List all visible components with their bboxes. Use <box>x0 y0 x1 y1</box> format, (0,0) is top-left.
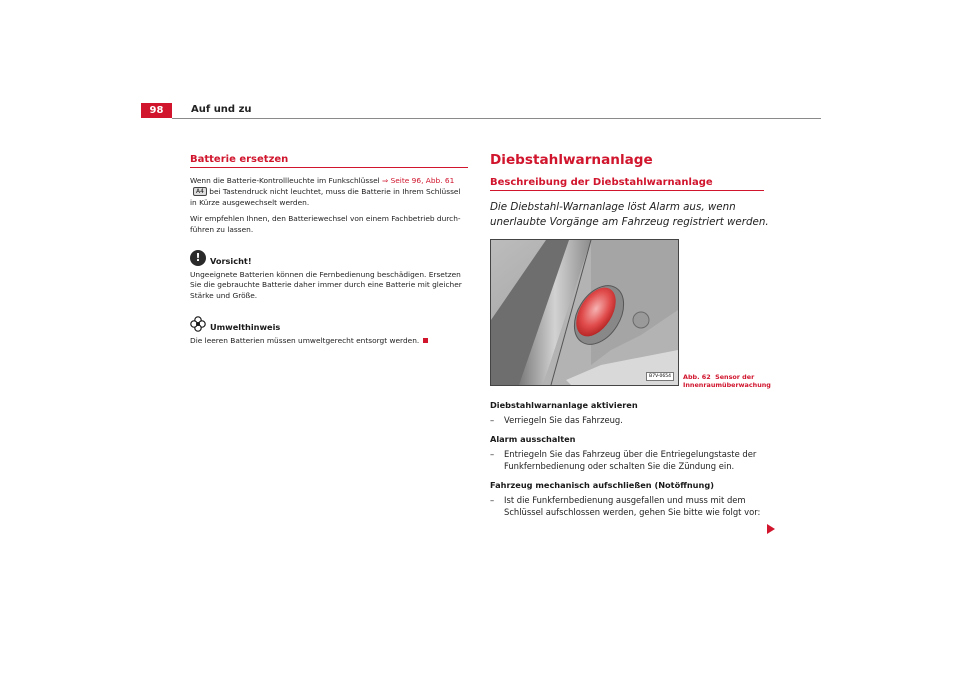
figure-caption-text: Sensor der Innenraumüberwachung <box>683 373 771 390</box>
emergency-open-heading: Fahrzeug mechanisch aufschließen (Notöffnung) <box>490 480 714 490</box>
sensor-illustration <box>491 240 678 385</box>
alarm-off-heading: Alarm ausschalten <box>490 434 576 444</box>
alarm-subheading: Beschreibung der Diebstahlwarnanlage <box>490 177 764 191</box>
page-header <box>141 103 821 118</box>
battery-p1-text-b: bei Tastendruck nicht leuchtet, muss die Batterie in Ihrem Schlüssel in Kürze ausgewechselt werden. <box>190 186 461 207</box>
chapter-title: Auf und zu <box>191 104 252 115</box>
section-end-marker <box>423 338 428 343</box>
flower-icon <box>190 316 206 332</box>
triangle-right-icon[interactable] <box>767 524 775 534</box>
emergency-open-step-text: Ist die Funkfernbedienung ausgefallen und muss mit dem Schlüssel aufschlossen werden, gehen Sie bitte wie folgt vor: <box>504 495 761 517</box>
activate-step-text: Verriegeln Sie das Fahrzeug. <box>504 415 623 425</box>
emergency-open-step <box>490 494 780 518</box>
list-dash: – <box>490 415 495 425</box>
page-number: 98 <box>141 103 172 118</box>
alarm-lead-text: Die Diebstahl-Warnanlage löst Alarm aus, wenn unerlaubte Vorgänge am Fahrzeug registriert werden. <box>490 201 769 228</box>
sensor-figure <box>490 239 679 386</box>
caution-text: Ungeeignete Batterien können die Fernbedienung beschädigen. Ersetzen Sie die gebrauchte Batterie daher immer durch eine Batterie mit gleicher Stärke und Größe. <box>190 269 462 301</box>
battery-paragraph-2: Wir empfehlen Ihnen, den Batteriewechsel von einem Fachbetrieb durch-führen zu lassen. <box>190 213 461 234</box>
environment-text-line <box>190 336 468 347</box>
battery-heading: Batterie ersetzen <box>190 154 468 168</box>
figure-callout-badge: A4 <box>193 187 207 196</box>
battery-p1-text-a: Wenn die Batterie-Kontrollleuchte im Funkschlüssel <box>190 176 383 185</box>
figure-caption <box>683 373 783 390</box>
alarm-off-step <box>490 448 780 472</box>
header-divider <box>172 118 821 119</box>
alarm-title: Diebstahlwarnanlage <box>490 152 653 168</box>
alarm-off-step-text: Entriegeln Sie das Fahrzeug über die Entriegelungstaste der Funkfernbedienung oder schalten Sie die Zündung ein. <box>504 449 757 471</box>
battery-section <box>190 154 468 352</box>
activate-step <box>490 414 780 426</box>
list-dash: – <box>490 495 495 505</box>
environment-title: Umwelthinweis <box>210 322 281 333</box>
caution-header <box>190 250 468 266</box>
caution-title: Vorsicht! <box>210 255 252 266</box>
page-reference-link[interactable]: ⇒ Seite 96, Abb. 61 <box>382 176 455 185</box>
exclamation-circle-icon: ! <box>190 250 206 266</box>
environment-text: Die leeren Batterien müssen umweltgerecht entsorgt werden. <box>190 336 420 346</box>
alarm-instructions <box>490 400 780 518</box>
figure-caption-label: Abb. 62 <box>683 373 711 381</box>
list-dash: – <box>490 449 495 459</box>
activate-heading: Diebstahlwarnanlage aktivieren <box>490 400 638 410</box>
alarm-section <box>490 152 780 526</box>
battery-paragraph-1 <box>190 176 468 209</box>
figure-code-label: B7V-0654 <box>646 372 674 381</box>
environment-header <box>190 316 468 332</box>
